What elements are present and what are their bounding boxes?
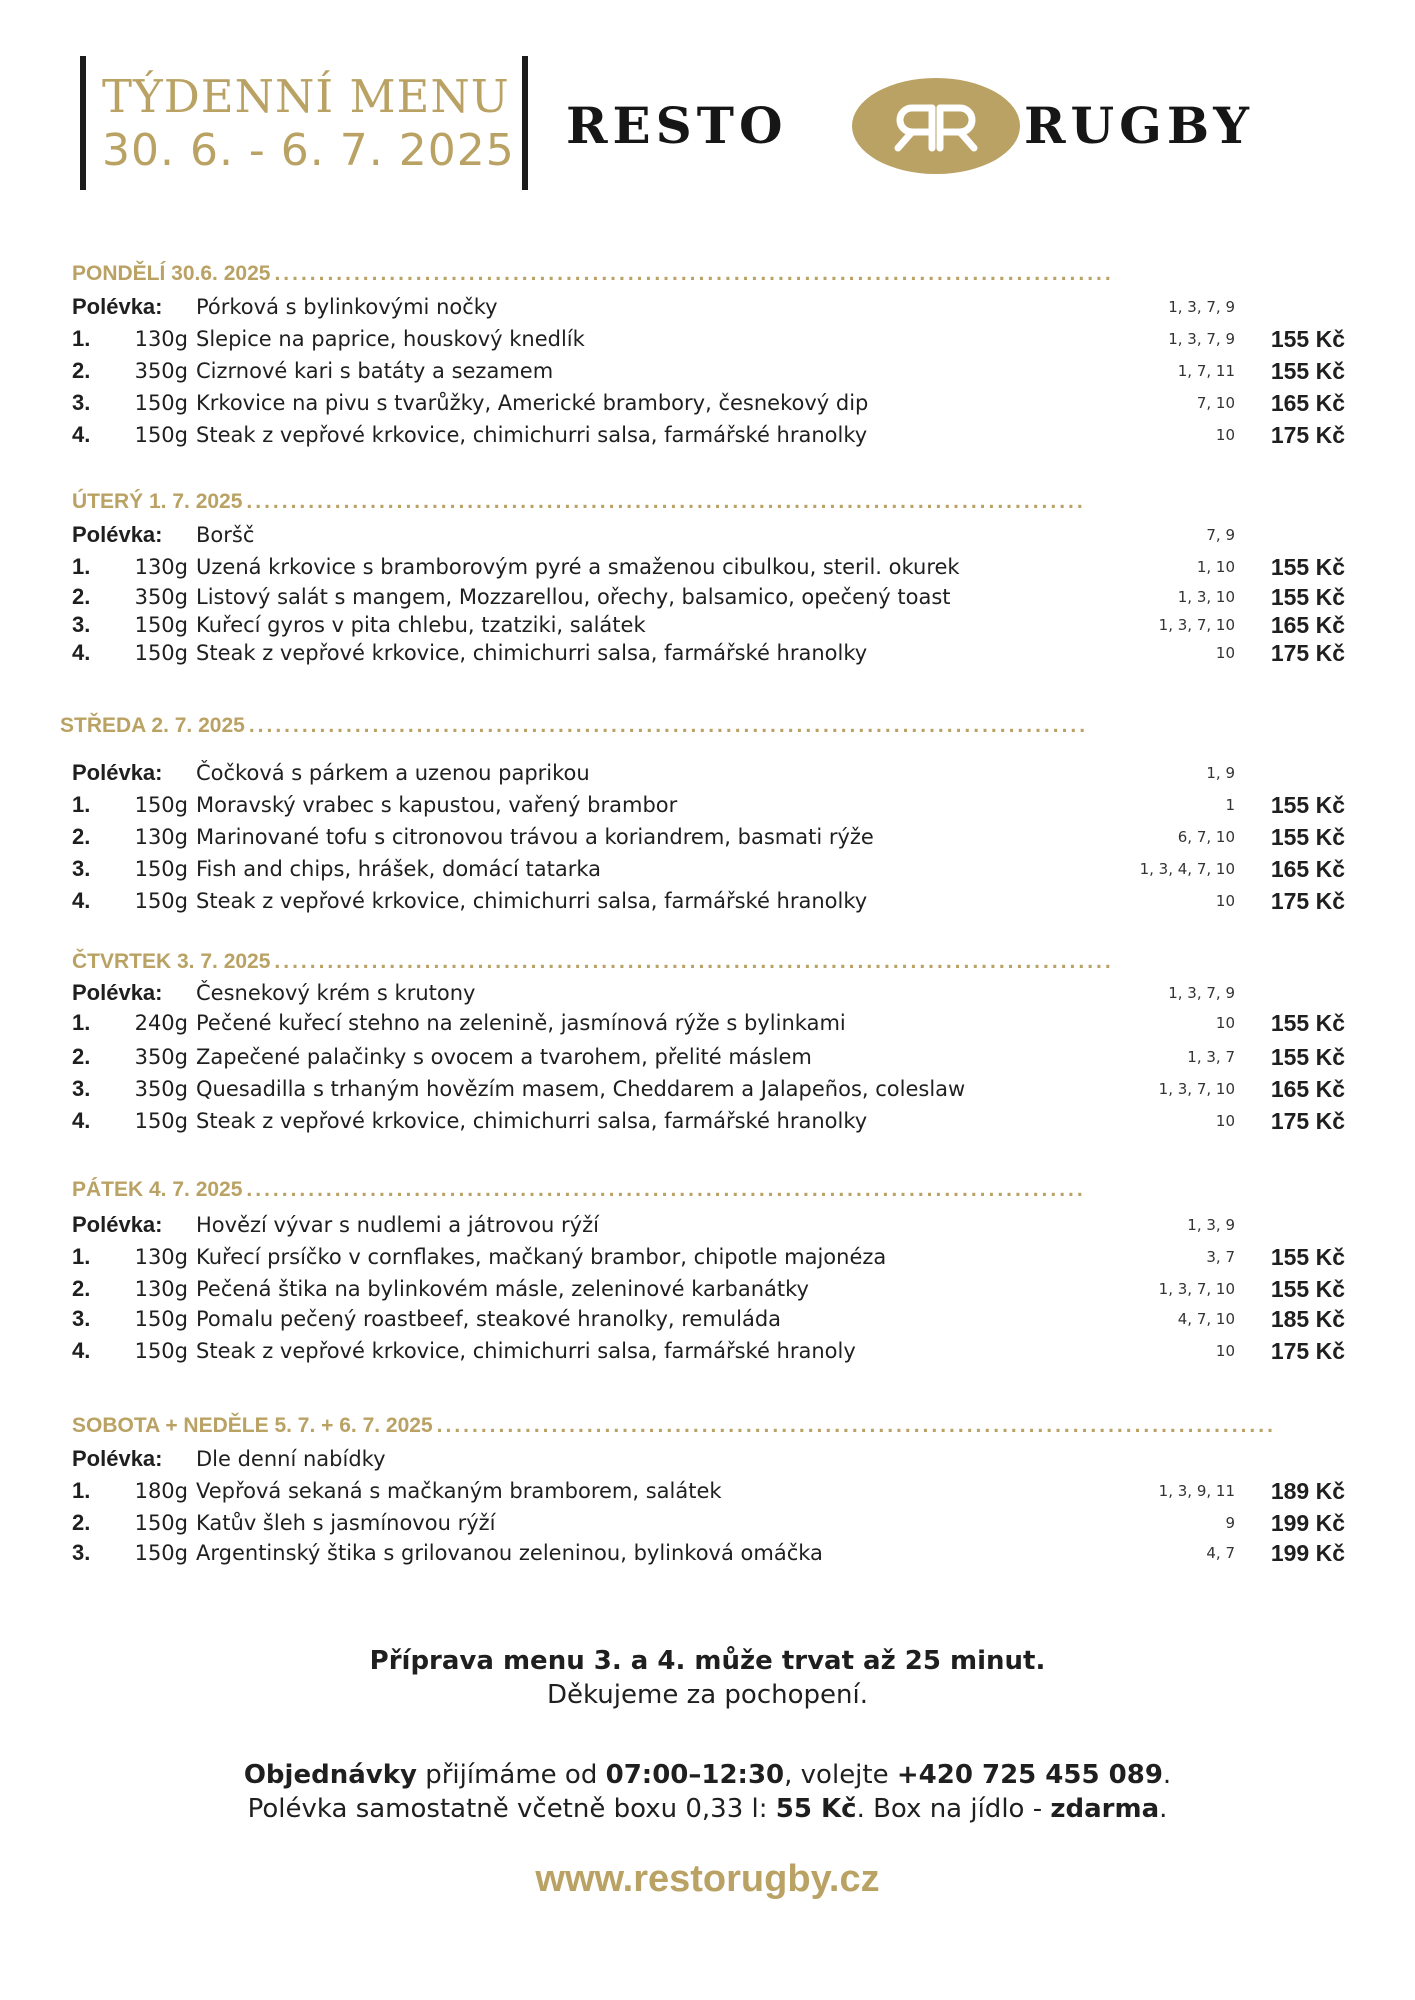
soup-name: Hovězí vývar s nudlemi a játrovou rýží — [196, 1213, 599, 1237]
soup-row — [0, 758, 1415, 788]
item-price: 155 Kč — [1270, 792, 1345, 818]
item-number: 3. — [72, 390, 91, 415]
menu-item-row — [0, 1274, 1415, 1304]
orders-text-2: , volejte — [784, 1760, 897, 1790]
soup-row — [0, 1444, 1415, 1474]
soup-allergens: 1, 3, 7, 9 — [1168, 984, 1235, 1002]
item-name: Steak z vepřové krkovice, chimichurri salsa, farmářské hranolky — [196, 423, 868, 447]
dotted-leader: ............................................................................................... — [246, 1178, 1086, 1201]
item-name: Steak z vepřové krkovice, chimichurri salsa, farmářské hranolky — [196, 641, 868, 665]
item-weight: 150g — [134, 391, 188, 415]
day-heading-text: ÚTERÝ 1. 7. 2025 — [72, 490, 243, 513]
item-price: 165 Kč — [1270, 612, 1345, 638]
menu-item-row — [0, 1336, 1415, 1366]
soup-allergens: 1, 9 — [1206, 764, 1235, 782]
soup-box-free: zdarma — [1050, 1794, 1160, 1824]
item-price: 175 Kč — [1270, 640, 1345, 666]
soup-name: Pórková s bylinkovými nočky — [196, 295, 498, 319]
item-price: 175 Kč — [1270, 1338, 1345, 1364]
orders-info — [0, 1758, 1415, 1792]
item-number: 2. — [72, 824, 91, 849]
menu-item-row — [0, 1476, 1415, 1506]
item-allergens: 10 — [1215, 892, 1235, 910]
menu-title — [102, 70, 520, 178]
item-number: 4. — [72, 422, 91, 447]
item-allergens: 1, 3, 7, 10 — [1158, 1280, 1235, 1298]
soup-name: Čočková s párkem a uzenou paprikou — [196, 761, 590, 785]
thanks-text: Děkujeme za pochopení. — [547, 1680, 868, 1710]
item-weight: 350g — [134, 1045, 188, 1069]
item-name: Uzená krkovice s bramborovým pyré a smaženou cibulkou, steril. okurek — [196, 555, 960, 579]
item-name: Argentinský štika s grilovanou zeleninou, bylinková omáčka — [196, 1541, 823, 1565]
item-weight: 130g — [134, 327, 188, 351]
item-allergens: 1, 3, 7, 9 — [1168, 330, 1235, 348]
menu-item-row — [0, 1508, 1415, 1538]
item-price: 199 Kč — [1270, 1540, 1345, 1566]
day-heading — [72, 258, 1330, 290]
item-price: 175 Kč — [1270, 1108, 1345, 1134]
menu-title-line1: TÝDENNÍ MENU — [102, 70, 510, 123]
soup-label: Polévka: — [72, 522, 163, 547]
soup-box-end: . — [1159, 1794, 1168, 1824]
dotted-leader: ............................................................................................... — [246, 490, 1086, 513]
item-number: 1. — [72, 1244, 91, 1269]
item-number: 3. — [72, 1076, 91, 1101]
item-weight: 150g — [134, 1511, 188, 1535]
dotted-leader: ............................................................................................... — [274, 262, 1114, 285]
item-price: 155 Kč — [1270, 1044, 1345, 1070]
item-price: 165 Kč — [1270, 1076, 1345, 1102]
website-link[interactable]: www.restorugby.cz — [535, 1858, 880, 1900]
item-number: 4. — [72, 1108, 91, 1133]
item-weight: 150g — [134, 889, 188, 913]
soup-name: Dle denní nabídky — [196, 1447, 386, 1471]
day-heading-text: PÁTEK 4. 7. 2025 — [72, 1178, 243, 1201]
item-name: Marinované tofu s citronovou trávou a koriandrem, basmati rýže — [196, 825, 874, 849]
item-price: 165 Kč — [1270, 856, 1345, 882]
item-number: 1. — [72, 1478, 91, 1503]
item-price: 155 Kč — [1270, 358, 1345, 384]
item-number: 1. — [72, 1010, 91, 1035]
item-name: Slepice na paprice, houskový knedlík — [196, 327, 585, 351]
item-name: Zapečené palačinky s ovocem a tvarohem, přelité máslem — [196, 1045, 812, 1069]
item-allergens: 9 — [1225, 1514, 1235, 1532]
menu-item-row — [0, 1074, 1415, 1104]
orders-end: . — [1162, 1760, 1172, 1790]
logo-word-rugby: RUGBY — [1024, 96, 1254, 155]
orders-text-1: přijímáme od — [416, 1760, 606, 1790]
menu-item-row — [0, 324, 1415, 354]
item-price: 155 Kč — [1270, 554, 1345, 580]
item-weight: 150g — [134, 641, 188, 665]
item-allergens: 10 — [1215, 1014, 1235, 1032]
item-number: 2. — [72, 1276, 91, 1301]
item-name: Pomalu pečený roastbeef, steakové hranolky, remuláda — [196, 1307, 782, 1331]
item-allergens: 1, 7, 11 — [1177, 362, 1235, 380]
menu-item-row — [0, 610, 1415, 640]
item-number: 1. — [72, 792, 91, 817]
dotted-leader: ............................................................................................... — [274, 950, 1114, 973]
menu-item-row — [0, 638, 1415, 668]
menu-item-row — [0, 1242, 1415, 1272]
item-name: Fish and chips, hrášek, domácí tatarka — [196, 857, 602, 881]
item-weight: 130g — [134, 825, 188, 849]
item-allergens: 1, 3, 7 — [1187, 1048, 1235, 1066]
item-weight: 150g — [134, 1339, 188, 1363]
orders-phone: +420 725 455 089 — [896, 1760, 1163, 1790]
rr-monogram-icon — [852, 78, 1020, 174]
menu-item-row — [0, 1106, 1415, 1136]
item-weight: 150g — [134, 1541, 188, 1565]
item-price: 165 Kč — [1270, 390, 1345, 416]
item-name: Kuřecí prsíčko v cornflakes, mačkaný brambor, chipotle majonéza — [196, 1245, 887, 1269]
item-name: Katův šleh s jasmínovou rýží — [196, 1511, 496, 1535]
item-allergens: 10 — [1215, 1342, 1235, 1360]
soup-allergens: 1, 3, 9 — [1187, 1216, 1235, 1234]
prep-note — [0, 1644, 1415, 1678]
item-number: 4. — [72, 640, 91, 665]
soup-label: Polévka: — [72, 1446, 163, 1471]
day-heading — [72, 946, 1330, 978]
item-allergens: 7, 10 — [1196, 394, 1235, 412]
item-price: 155 Kč — [1270, 1010, 1345, 1036]
day-heading — [72, 486, 1330, 518]
item-weight: 150g — [134, 857, 188, 881]
logo-monogram-oval — [852, 78, 1020, 174]
resto-rugby-logo — [566, 78, 1336, 178]
item-name: Kuřecí gyros v pita chlebu, tzatziki, salátek — [196, 613, 646, 637]
item-weight: 130g — [134, 1277, 188, 1301]
item-price: 175 Kč — [1270, 422, 1345, 448]
day-heading — [72, 1410, 1330, 1442]
item-price: 155 Kč — [1270, 824, 1345, 850]
soup-name: Česnekový krém s krutony — [196, 981, 476, 1005]
thanks-note — [0, 1678, 1415, 1712]
soup-row — [0, 520, 1415, 550]
item-price: 155 Kč — [1270, 584, 1345, 610]
item-allergens: 10 — [1215, 426, 1235, 444]
menu-item-row — [0, 1008, 1415, 1038]
soup-box-info — [0, 1792, 1415, 1826]
item-allergens: 10 — [1215, 644, 1235, 662]
item-allergens: 1, 3, 9, 11 — [1158, 1482, 1235, 1500]
item-weight: 150g — [134, 423, 188, 447]
item-name: Vepřová sekaná s mačkaným bramborem, salátek — [196, 1479, 722, 1503]
item-number: 4. — [72, 1338, 91, 1363]
menu-item-row — [0, 1042, 1415, 1072]
day-heading-text: PONDĚLÍ 30.6. 2025 — [72, 262, 271, 285]
soup-allergens: 7, 9 — [1206, 526, 1235, 544]
item-name: Listový salát s mangem, Mozzarellou, ořechy, balsamico, opečený toast — [196, 585, 951, 609]
orders-hours: 07:00–12:30 — [605, 1760, 785, 1790]
menu-item-row — [0, 854, 1415, 884]
item-weight: 240g — [134, 1011, 188, 1035]
item-number: 1. — [72, 554, 91, 579]
item-price: 189 Kč — [1270, 1478, 1345, 1504]
item-number: 3. — [72, 856, 91, 881]
item-weight: 350g — [134, 359, 188, 383]
menu-item-row — [0, 1538, 1415, 1568]
item-price: 185 Kč — [1270, 1306, 1345, 1332]
soup-box-text-2: . Box na jídlo - — [856, 1794, 1051, 1824]
item-allergens: 4, 7, 10 — [1177, 1310, 1235, 1328]
item-name: Pečené kuřecí stehno na zelenině, jasmínová rýže s bylinkami — [196, 1011, 846, 1035]
header-divider-right — [522, 56, 528, 190]
item-allergens: 1 — [1225, 796, 1235, 814]
item-number: 3. — [72, 612, 91, 637]
item-allergens: 1, 3, 4, 7, 10 — [1139, 860, 1235, 878]
item-weight: 130g — [134, 1245, 188, 1269]
day-heading-text: STŘEDA 2. 7. 2025 — [60, 714, 245, 737]
item-number: 2. — [72, 1510, 91, 1535]
item-number: 2. — [72, 1044, 91, 1069]
menu-item-row — [0, 388, 1415, 418]
menu-item-row — [0, 582, 1415, 612]
menu-item-row — [0, 552, 1415, 582]
day-heading — [60, 710, 1330, 742]
item-number: 3. — [72, 1306, 91, 1331]
item-allergens: 1, 3, 7, 10 — [1158, 616, 1235, 634]
item-price: 155 Kč — [1270, 1276, 1345, 1302]
logo-word-resto: RESTO — [566, 96, 788, 155]
menu-item-row — [0, 886, 1415, 916]
item-name: Steak z vepřové krkovice, chimichurri salsa, farmářské hranolky — [196, 1109, 868, 1133]
item-name: Steak z vepřové krkovice, chimichurri salsa, farmářské hranoly — [196, 1339, 856, 1363]
item-allergens: 1, 3, 7, 10 — [1158, 1080, 1235, 1098]
soup-label: Polévka: — [72, 760, 163, 785]
soup-label: Polévka: — [72, 294, 163, 319]
item-number: 2. — [72, 358, 91, 383]
item-weight: 180g — [134, 1479, 188, 1503]
dotted-leader: ............................................................................................... — [248, 714, 1089, 737]
item-weight: 350g — [134, 585, 188, 609]
soup-label: Polévka: — [72, 980, 163, 1005]
soup-name: Boršč — [196, 523, 255, 547]
item-price: 199 Kč — [1270, 1510, 1345, 1536]
item-allergens: 1, 10 — [1196, 558, 1235, 576]
item-weight: 350g — [134, 1077, 188, 1101]
item-name: Krkovice na pivu s tvarůžky, Americké brambory, česnekový dip — [196, 391, 869, 415]
header-divider-left — [80, 56, 86, 190]
soup-box-text-1: Polévka samostatně včetně boxu 0,33 l: — [247, 1794, 776, 1824]
prep-note-text: Příprava menu 3. a 4. může trvat až 25 minut. — [369, 1646, 1046, 1676]
item-number: 1. — [72, 326, 91, 351]
soup-row — [0, 1210, 1415, 1240]
item-weight: 150g — [134, 613, 188, 637]
item-number: 3. — [72, 1540, 91, 1565]
item-allergens: 3, 7 — [1206, 1248, 1235, 1266]
soup-box-price: 55 Kč — [775, 1794, 857, 1824]
item-name: Quesadilla s trhaným hovězím masem, Cheddarem a Jalapeños, coleslaw — [196, 1077, 966, 1101]
menu-item-row — [0, 1304, 1415, 1334]
item-name: Moravský vrabec s kapustou, vařený brambor — [196, 793, 678, 817]
menu-date-range: 30. 6. - 6. 7. 2025 — [102, 125, 515, 176]
item-allergens: 4, 7 — [1206, 1544, 1235, 1562]
soup-label: Polévka: — [72, 1212, 163, 1237]
dotted-leader: ............................................................................................... — [436, 1414, 1276, 1437]
item-price: 155 Kč — [1270, 326, 1345, 352]
menu-item-row — [0, 790, 1415, 820]
item-allergens: 6, 7, 10 — [1177, 828, 1235, 846]
item-name: Cizrnové kari s batáty a sezamem — [196, 359, 554, 383]
menu-item-row — [0, 356, 1415, 386]
day-heading-text: SOBOTA + NEDĚLE 5. 7. + 6. 7. 2025 — [72, 1414, 433, 1437]
day-heading — [72, 1174, 1330, 1206]
item-allergens: 1, 3, 10 — [1177, 588, 1235, 606]
item-price: 155 Kč — [1270, 1244, 1345, 1270]
menu-item-row — [0, 420, 1415, 450]
item-allergens: 10 — [1215, 1112, 1235, 1130]
soup-allergens: 1, 3, 7, 9 — [1168, 298, 1235, 316]
item-weight: 150g — [134, 1307, 188, 1331]
soup-row — [0, 292, 1415, 322]
orders-label: Objednávky — [243, 1760, 417, 1790]
item-weight: 150g — [134, 1109, 188, 1133]
item-name: Pečená štika na bylinkovém másle, zeleninové karbanátky — [196, 1277, 809, 1301]
item-number: 2. — [72, 584, 91, 609]
day-heading-text: ČTVRTEK 3. 7. 2025 — [72, 950, 271, 973]
item-weight: 130g — [134, 555, 188, 579]
menu-item-row — [0, 822, 1415, 852]
item-weight: 150g — [134, 793, 188, 817]
soup-row — [0, 978, 1415, 1008]
item-number: 4. — [72, 888, 91, 913]
item-price: 175 Kč — [1270, 888, 1345, 914]
item-name: Steak z vepřové krkovice, chimichurri salsa, farmářské hranolky — [196, 889, 868, 913]
